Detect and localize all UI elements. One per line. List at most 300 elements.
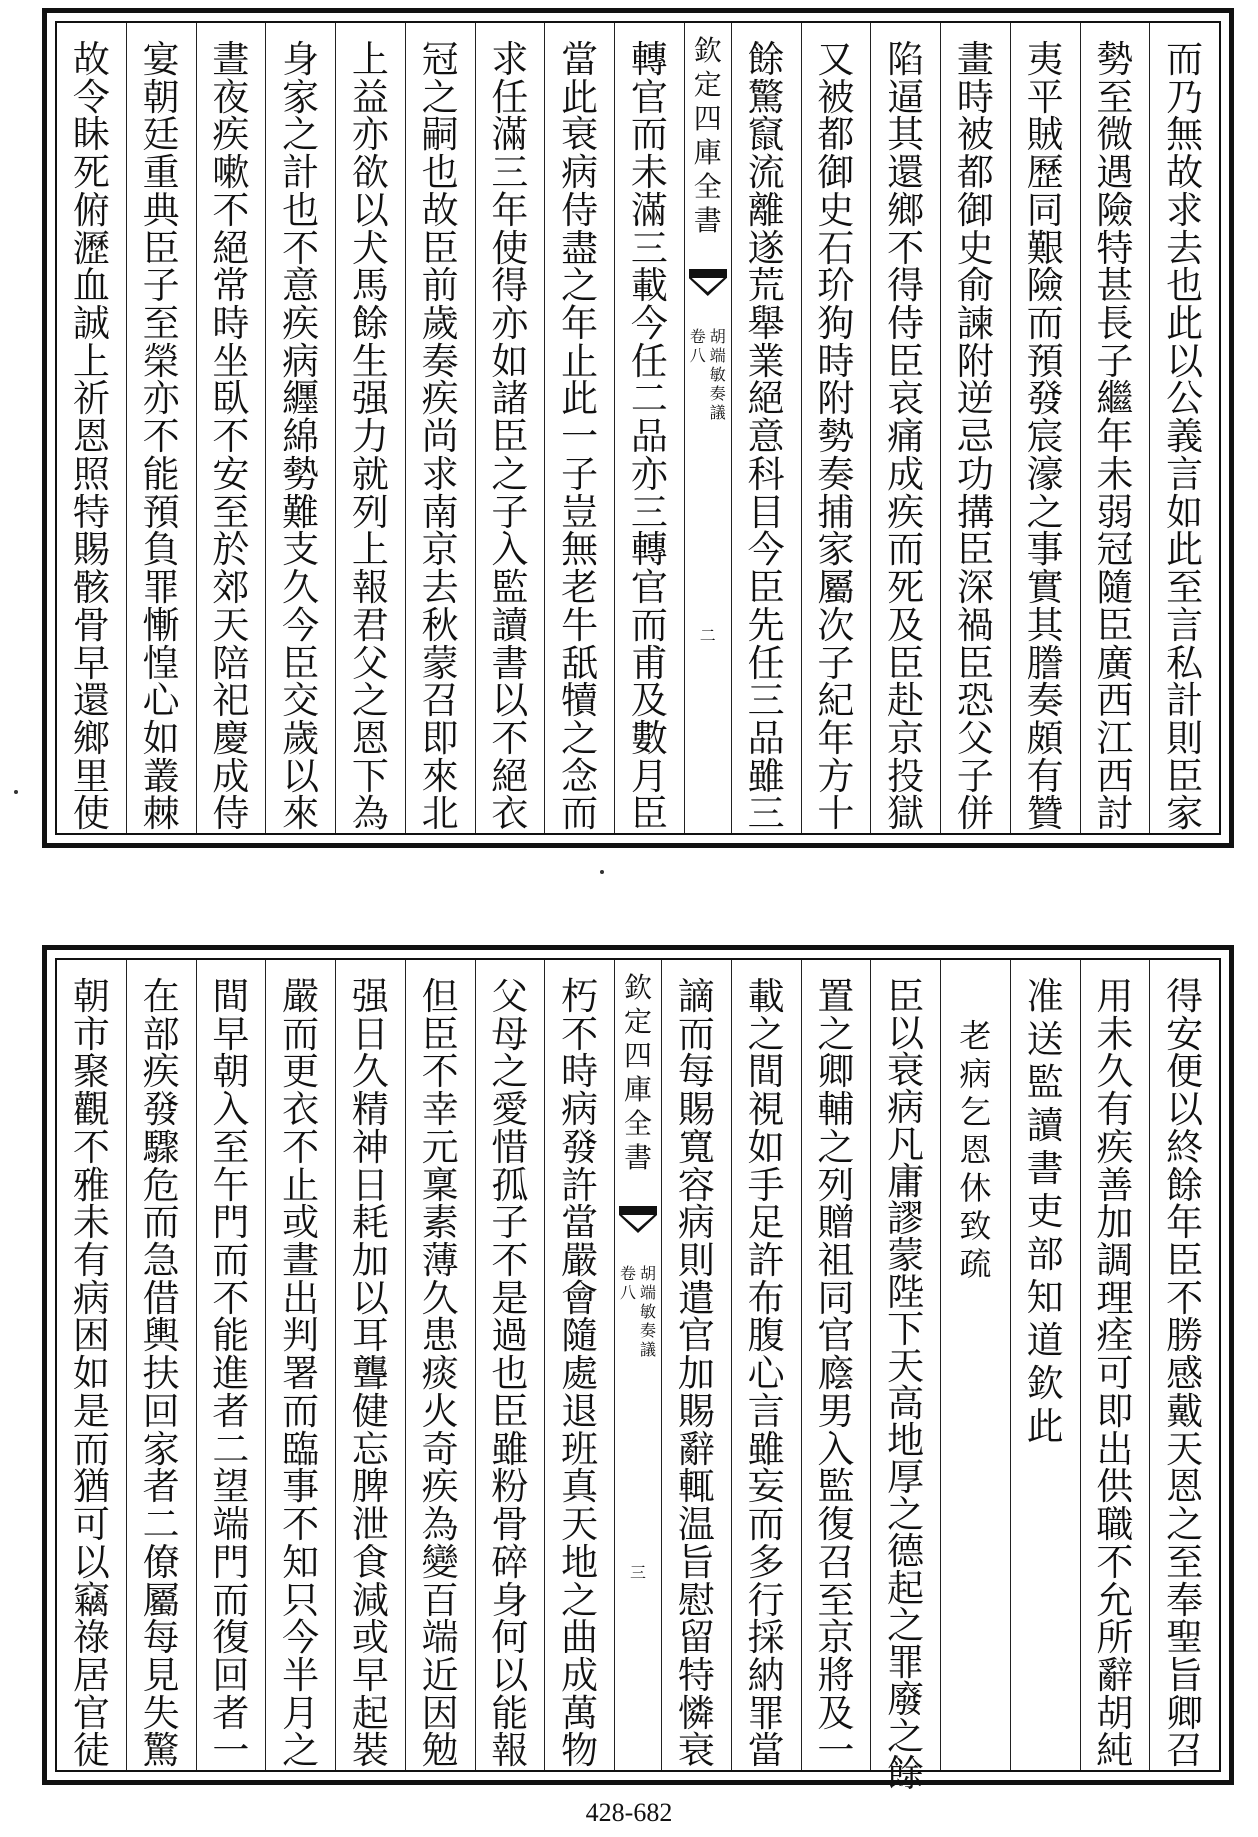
glyph: 三 [630,226,668,270]
glyph: 狗 [817,302,855,346]
glyph: 送 [1026,1018,1064,1061]
glyph: 侍 [561,188,599,232]
glyph: 繼 [1096,377,1134,421]
glyph: 之 [887,1715,925,1758]
glyph: 西 [1096,754,1134,798]
glyph: 疾 [282,302,320,346]
glyph: 當 [561,38,599,81]
glyph: 疾 [887,490,925,534]
glyph: 冠 [421,38,459,81]
glyph: 無 [1166,113,1204,157]
glyph: 家 [817,528,855,572]
glyph: 發 [561,1125,599,1169]
glyph: 回 [142,1389,180,1433]
glyph: 敏 [709,365,726,384]
glyph: 見 [142,1653,180,1697]
glyph: 不 [491,1239,529,1283]
glyph: 子 [561,452,599,496]
glyph: 里 [72,754,110,798]
glyph: 手 [747,1163,785,1207]
glyph: 輒 [677,1465,715,1509]
glyph: 廷 [142,113,180,157]
glyph: 三 [747,679,785,723]
glyph: 戴 [1166,1389,1204,1433]
glyph: 端 [421,1616,459,1660]
glyph: 預 [142,490,180,534]
glyph: 供 [1096,1465,1134,1509]
glyph: 餘 [351,302,389,346]
glyph: 棘 [142,792,180,836]
glyph: 妄 [747,1465,785,1509]
glyph: 日 [351,1163,389,1207]
glyph: 採 [747,1616,785,1660]
glyph: 死 [887,566,925,610]
glyph: 幸 [421,1088,459,1132]
glyph: 此 [1166,528,1204,572]
glyph: 疾 [212,113,250,157]
glyph: 留 [677,1616,715,1660]
glyph: 亦 [351,113,389,157]
glyph: 石 [817,226,855,270]
glyph: 有 [1096,1088,1134,1132]
glyph: 臣 [491,1389,529,1433]
glyph: 叢 [142,754,180,798]
glyph: 而 [561,792,599,836]
glyph: 疾 [421,1465,459,1509]
glyph: 能 [142,452,180,496]
glyph: 罪 [142,566,180,610]
glyph: 端 [709,346,726,365]
glyph: 陷 [887,38,925,81]
glyph: 素 [421,1201,459,1245]
glyph: 官 [817,1314,855,1358]
glyph: 夷 [1026,38,1064,81]
glyph: 定 [693,68,722,101]
glyph: 疾 [142,1050,180,1094]
glyph: 子 [142,264,180,308]
glyph: 以 [887,1012,925,1055]
volume-line [689,329,707,489]
glyph: 月 [630,754,668,798]
glyph: 天 [561,1503,599,1547]
glyph: 病 [561,1088,599,1132]
glyph: 扶 [142,1352,180,1396]
text-column [126,23,196,836]
glyph: 當 [747,1729,785,1773]
glyph: 可 [1096,1352,1134,1396]
glyph: 臥 [212,377,250,421]
glyph: 胡 [1096,1691,1134,1735]
glyph: 未 [630,151,668,195]
glyph: 四 [623,1039,652,1072]
glyph: 早 [72,641,110,685]
volume-line [709,329,727,489]
glyph: 健 [351,1389,389,1433]
glyph: 不 [212,188,250,232]
glyph: 及 [887,603,925,647]
text-column [265,960,335,1773]
glyph: 而 [282,1389,320,1433]
glyph: 而 [1166,38,1204,81]
glyph: 不 [282,1125,320,1169]
glyph: 勢 [817,415,855,459]
glyph: 朝 [212,1050,250,1094]
text-column [801,960,871,1773]
glyph: 特 [1096,226,1134,270]
glyph: 臣 [887,975,925,1018]
glyph: 加 [1096,1201,1134,1245]
glyph: 回 [212,1653,250,1697]
glyph: 年 [561,302,599,346]
glyph: 臣 [1166,754,1204,798]
book-title [685,34,731,241]
glyph: 旨 [1166,1653,1204,1697]
glyph: 食 [351,1540,389,1584]
glyph: 只 [282,1578,320,1622]
glyph: 實 [1026,566,1064,610]
glyph: 臣 [142,226,180,270]
glyph: 終 [1166,1125,1204,1169]
bottom-page-frame [55,958,1221,1795]
glyph: 急 [142,1239,180,1283]
glyph: 間 [747,1050,785,1094]
glyph: 險 [1026,264,1064,308]
glyph: 居 [72,1653,110,1697]
glyph: 之 [817,1125,855,1169]
glyph: 事 [1026,528,1064,572]
glyph: 意 [282,264,320,308]
glyph: 弱 [1096,490,1134,534]
glyph: 頗 [1026,716,1064,760]
glyph: 以 [351,188,389,232]
glyph: 用 [1096,975,1134,1018]
glyph: 病 [959,1055,992,1093]
glyph: 又 [817,38,855,81]
glyph: 俞 [956,264,994,308]
glyph: 舉 [747,302,785,346]
glyph: 晝 [212,38,250,81]
glyph: 天 [212,603,250,647]
glyph: 半 [282,1653,320,1697]
glyph: 侍 [212,792,250,836]
glyph: 處 [561,1352,599,1396]
glyph: 郊 [212,566,250,610]
glyph: 腹 [747,1314,785,1358]
glyph: 至 [1166,1540,1204,1584]
glyph: 休 [959,1169,992,1207]
glyph: 身 [491,1578,529,1622]
glyph: 報 [491,1729,529,1773]
glyph: 深 [956,566,994,610]
glyph: 忘 [351,1427,389,1471]
glyph: 今 [282,1616,320,1660]
page-number: 二 [699,626,716,645]
glyph: 即 [1096,1389,1134,1433]
glyph: 嗣 [421,113,459,157]
glyph: 列 [817,1163,855,1207]
glyph: 欽 [693,34,722,67]
glyph: 常 [212,264,250,308]
glyph: 書 [623,1141,652,1174]
glyph: 會 [561,1276,599,1320]
glyph: 南 [421,490,459,534]
glyph: 其 [887,113,925,157]
glyph: 謬 [887,1197,925,1240]
glyph: 公 [1166,377,1204,421]
glyph: 驚 [142,1729,180,1773]
glyph: 或 [351,1616,389,1660]
glyph: 門 [212,1540,250,1584]
glyph: 但 [421,975,459,1018]
glyph: 今 [630,302,668,346]
glyph: 恐 [956,679,994,723]
glyph: 布 [747,1276,785,1320]
glyph: 恩 [1166,1465,1204,1509]
glyph: 奇 [421,1427,459,1471]
glyph: 監 [491,566,529,610]
glyph: 道 [1026,1319,1064,1362]
glyph: 臣 [747,566,785,610]
glyph: 罪 [887,1641,925,1684]
glyph: 高 [887,1382,925,1425]
glyph: 准 [1026,975,1064,1018]
glyph: 恩 [72,415,110,459]
glyph: 業 [747,339,785,383]
glyph: 朝 [72,975,110,1018]
glyph: 父 [956,716,994,760]
glyph: 者 [142,1465,180,1509]
glyph: 得 [1166,975,1204,1018]
glyph: 廕 [817,1352,855,1396]
glyph: 之 [1026,490,1064,534]
glyph: 如 [491,339,529,383]
glyph: 上 [351,528,389,572]
glyph: 召 [421,679,459,723]
glyph: 胡 [709,327,726,346]
glyph: 二 [630,377,668,421]
glyph: 離 [747,188,785,232]
glyph: 荒 [747,264,785,308]
glyph: 八 [689,346,706,365]
glyph: 義 [1166,415,1204,459]
glyph: 此 [1166,302,1204,346]
glyph: 官 [72,1691,110,1735]
glyph: 當 [561,1201,599,1245]
glyph: 故 [421,188,459,232]
glyph: 借 [142,1276,180,1320]
text-column [544,960,614,1773]
glyph: 御 [956,188,994,232]
glyph: 感 [1166,1352,1204,1396]
glyph: 犢 [561,679,599,723]
glyph: 餘 [1166,1163,1204,1207]
glyph: 許 [561,1163,599,1207]
center-fold [684,23,731,833]
glyph: 遣 [677,1276,715,1320]
glyph: 未 [1096,452,1134,496]
glyph: 不 [887,226,925,270]
glyph: 支 [282,528,320,572]
glyph: 其 [1026,603,1064,647]
glyph: 卷 [619,1264,636,1283]
glyph: 觀 [72,1088,110,1132]
glyph: 行 [747,1578,785,1622]
glyph: 署 [282,1352,320,1396]
glyph: 是 [72,1389,110,1433]
glyph: 家 [142,1427,180,1471]
glyph: 載 [630,264,668,308]
glyph: 勢 [1096,38,1134,81]
glyph: 曲 [561,1616,599,1660]
glyph: 則 [677,1239,715,1283]
glyph: 病 [677,1201,715,1245]
glyph: 職 [1096,1503,1134,1547]
glyph: 益 [351,75,389,119]
glyph: 臣 [1096,603,1134,647]
glyph: 官 [630,75,668,119]
glyph: 而 [747,1503,785,1547]
glyph: 地 [887,1419,925,1462]
glyph: 去 [1166,226,1204,270]
glyph: 卿 [817,1050,855,1094]
glyph: 絕 [747,377,785,421]
glyph: 之 [747,1012,785,1056]
glyph: 所 [1096,1616,1134,1660]
glyph: 微 [1096,113,1134,157]
glyph: 入 [212,1088,250,1132]
glyph: 以 [1166,339,1204,383]
glyph: 奏 [817,452,855,496]
glyph: 衰 [677,1729,715,1773]
glyph: 君 [351,603,389,647]
glyph: 險 [1096,188,1134,232]
glyph: 即 [421,716,459,760]
glyph: 在 [142,975,180,1018]
glyph: 計 [1166,679,1204,723]
glyph: 欲 [351,151,389,195]
glyph: 强 [351,975,389,1018]
glyph: 部 [142,1012,180,1056]
glyph: 眛 [72,113,110,157]
glyph: 卿 [1166,1691,1204,1735]
glyph: 加 [677,1352,715,1396]
glyph: 每 [142,1616,180,1660]
glyph: 吏 [1026,1190,1064,1233]
glyph: 祿 [72,1616,110,1660]
text-column [731,23,801,836]
glyph: 歲 [282,716,320,760]
glyph: 鄉 [72,716,110,760]
glyph: 疾 [1096,1125,1134,1169]
glyph: 無 [561,528,599,572]
glyph: 視 [747,1088,785,1132]
glyph: 致 [959,1207,992,1245]
glyph: 報 [351,566,389,610]
glyph: 之 [491,452,529,496]
glyph: 雅 [72,1163,110,1207]
glyph: 之 [351,679,389,723]
glyph: 嚴 [561,1239,599,1283]
volume-line [639,1266,657,1426]
glyph: 而 [142,1201,180,1245]
glyph: 就 [351,452,389,496]
glyph: 監 [1026,1061,1064,1104]
glyph: 神 [351,1125,389,1169]
glyph: 監 [817,1465,855,1509]
glyph: 二 [212,1427,250,1471]
glyph: 品 [630,415,668,459]
glyph: 慚 [142,603,180,647]
glyph: 起 [351,1691,389,1735]
glyph: 病 [282,339,320,383]
glyph: 奏 [1026,679,1064,723]
glyph: 瀝 [72,226,110,270]
glyph: 謫 [677,975,715,1018]
glyph: 老 [561,566,599,610]
glyph: 私 [1166,641,1204,685]
glyph: 同 [817,1276,855,1320]
glyph: 衰 [887,1049,925,1092]
glyph: 孤 [491,1163,529,1207]
glyph: 還 [72,679,110,723]
glyph: 子 [1096,339,1134,383]
text-column [1080,960,1150,1773]
glyph: 耳 [351,1314,389,1358]
glyph: 讀 [491,603,529,647]
glyph: 骸 [72,566,110,610]
glyph: 滿 [491,113,529,157]
glyph: 許 [747,1239,785,1283]
glyph: 祈 [72,377,110,421]
glyph: 泄 [351,1503,389,1547]
glyph: 而 [282,1012,320,1056]
glyph: 還 [887,151,925,195]
glyph: 不 [282,226,320,270]
glyph: 惜 [491,1125,529,1169]
glyph: 危 [142,1163,180,1207]
glyph: 止 [282,1163,320,1207]
text-column [731,960,801,1773]
glyph: 諫 [956,302,994,346]
glyph: 則 [1166,716,1204,760]
glyph: 不 [1096,1540,1134,1584]
glyph: 不 [142,415,180,459]
glyph: 纒 [282,377,320,421]
glyph: 萬 [561,1691,599,1735]
glyph: 重 [142,151,180,195]
glyph: 十 [817,792,855,836]
glyph: 早 [351,1653,389,1697]
glyph: 疾 [421,377,459,421]
glyph: 預 [1026,339,1064,383]
glyph: 憐 [677,1691,715,1735]
glyph: 猶 [72,1465,110,1509]
glyph: 之 [1166,1503,1204,1547]
glyph: 以 [72,1540,110,1584]
glyph: 衣 [491,792,529,836]
glyph: 定 [623,1005,652,1038]
glyph: 下 [351,754,389,798]
glyph: 捕 [817,490,855,534]
glyph: 方 [817,754,855,798]
glyph: 輔 [817,1088,855,1132]
glyph: 變 [421,1540,459,1584]
glyph: 搆 [956,490,994,534]
glyph: 轉 [630,38,668,81]
glyph: 慶 [212,716,250,760]
glyph: 史 [956,226,994,270]
glyph: 復 [212,1616,250,1660]
